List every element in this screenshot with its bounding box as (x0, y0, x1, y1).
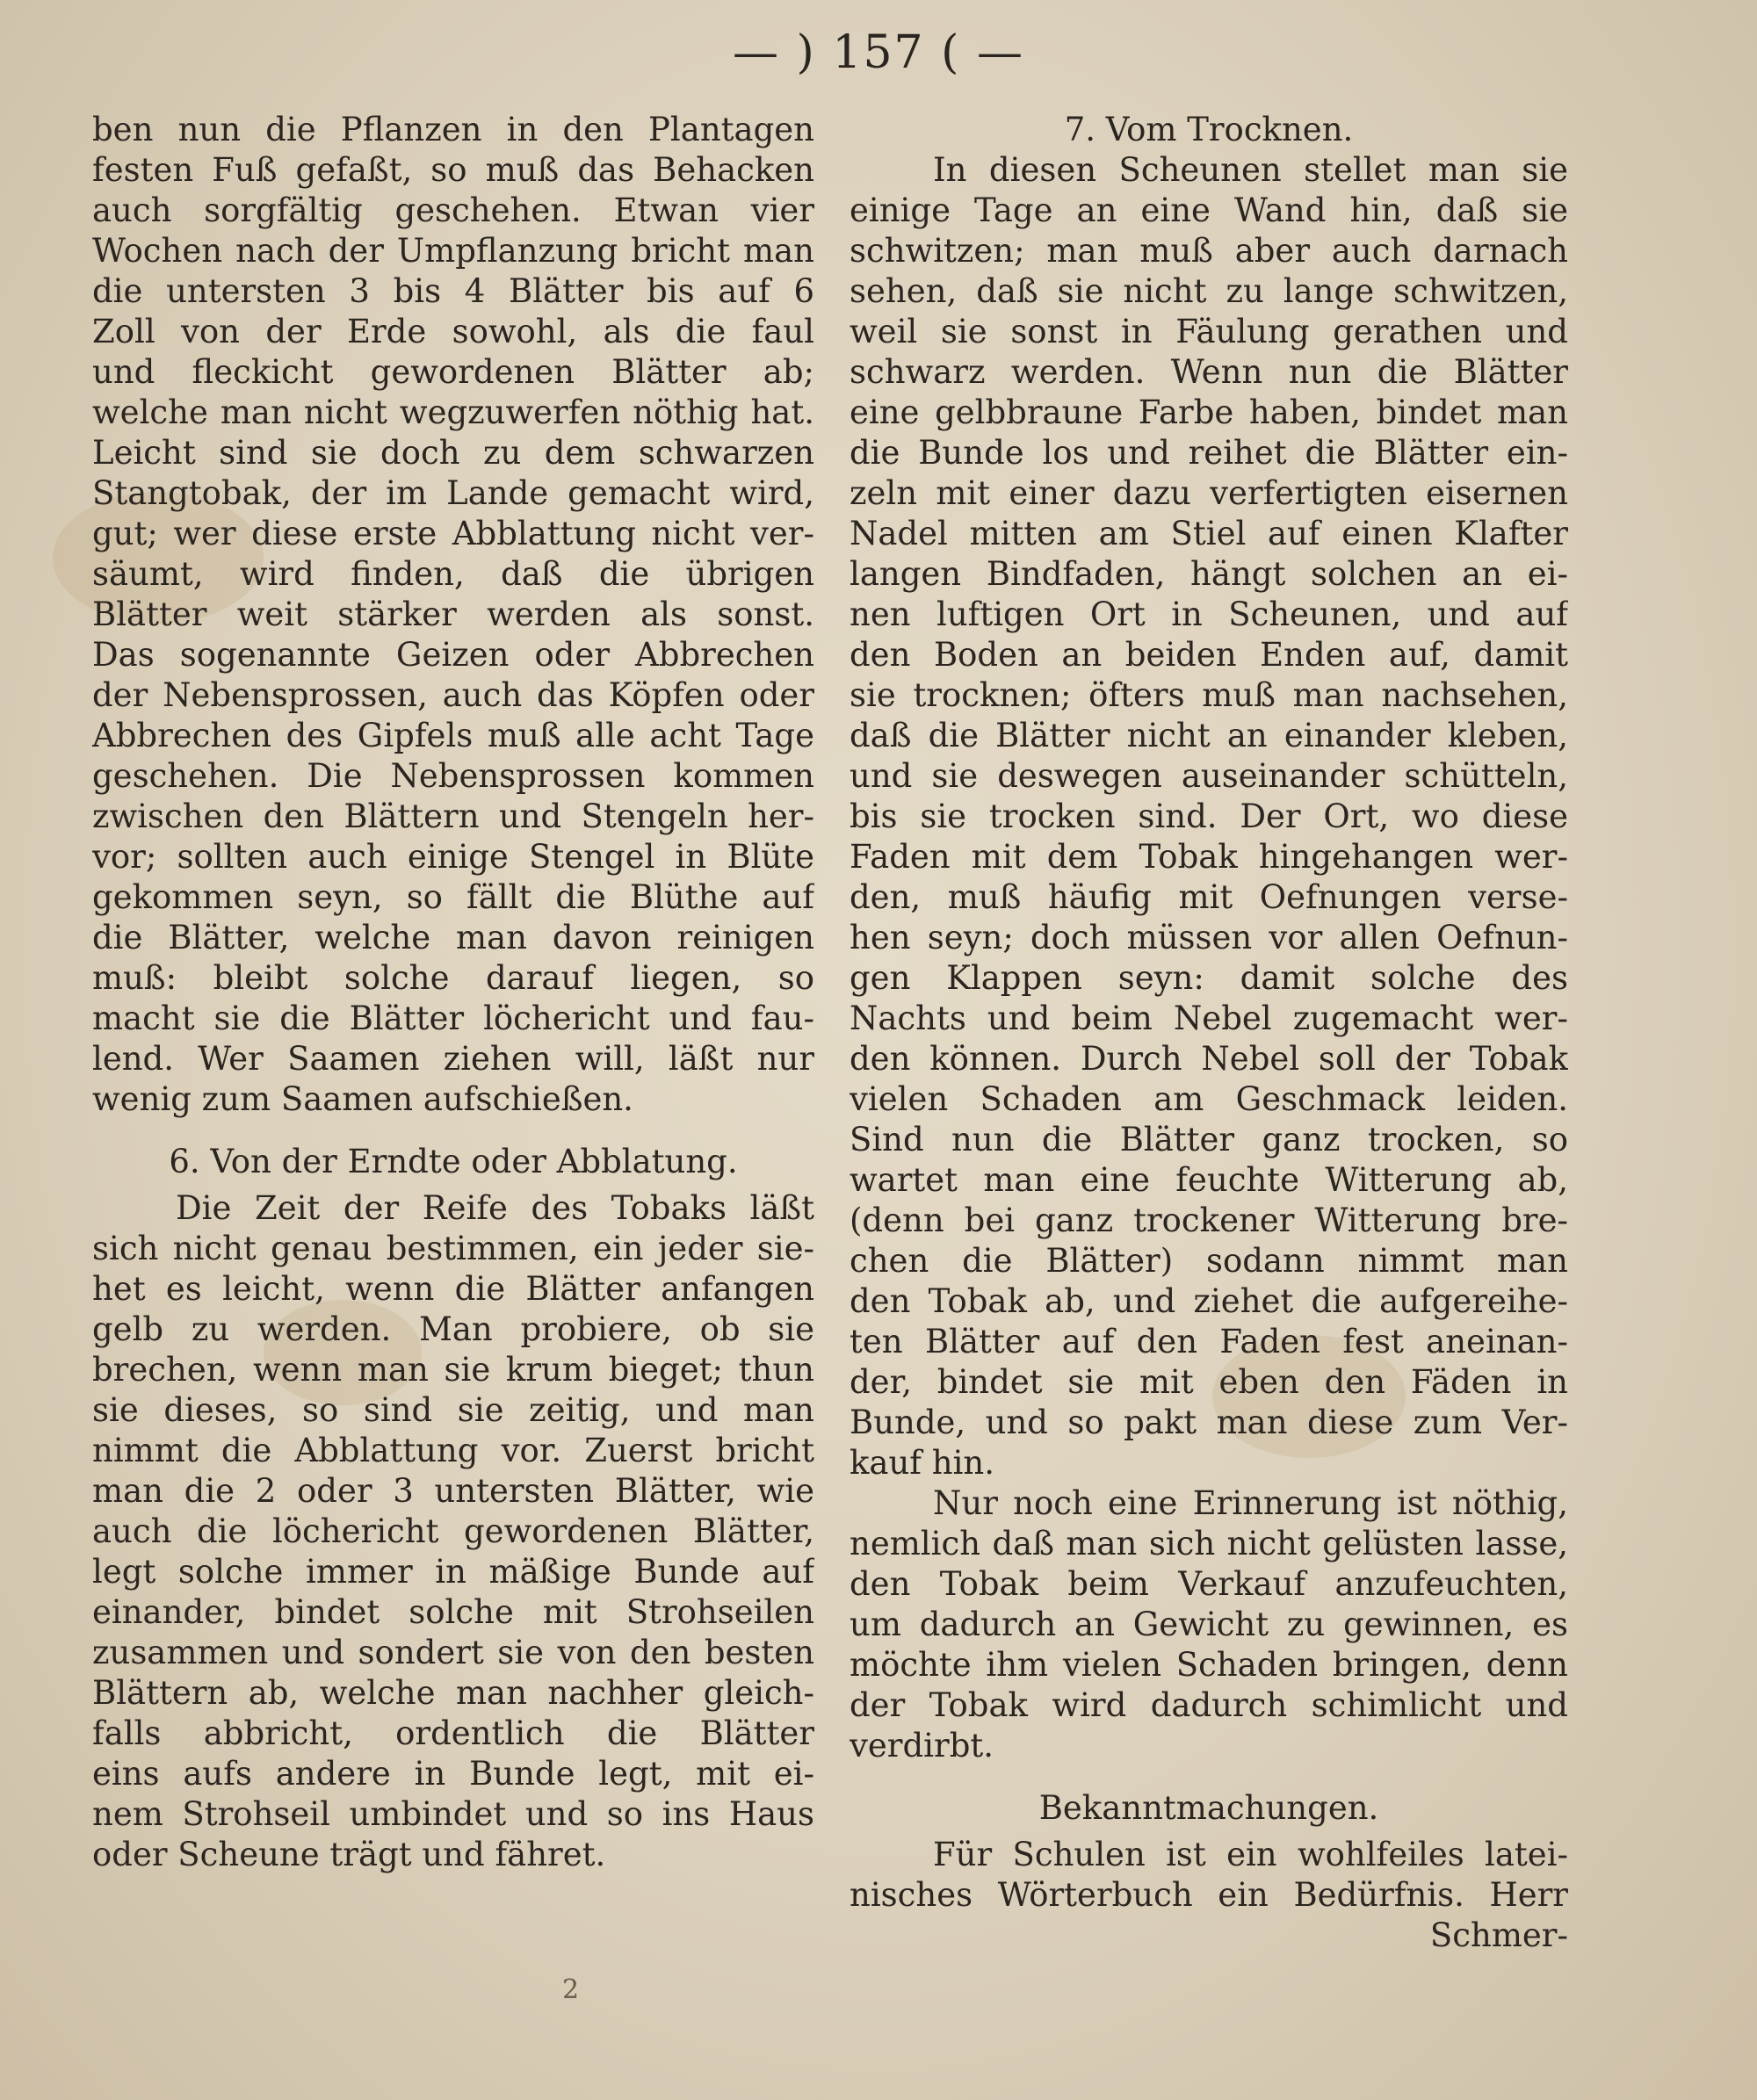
text-line: gelb zu werden. Man probiere, ob sie (92, 1310, 814, 1348)
text-line: schwitzen; man muß aber auch darnach (850, 232, 1568, 270)
text-line: man die 2 oder 3 untersten Blätter, wie (92, 1472, 814, 1510)
text-line: het es leicht, wenn die Blätter anfangen (92, 1270, 814, 1308)
section-heading-7: 7. Vom Trocknen. (1064, 111, 1354, 148)
text-line: geschehen. Die Nebensprossen kommen (92, 757, 814, 795)
text-line: Faden mit dem Tobak hingehangen wer- (850, 838, 1568, 876)
text-line: sie trocknen; öfters muß man nachsehen, (850, 676, 1568, 714)
text-line: verdirbt. (850, 1727, 994, 1764)
text-line: der, bindet sie mit eben den Fäden in (850, 1363, 1568, 1401)
left-paragraph-1 (92, 110, 814, 1120)
text-line: zusammen und sondert sie von den besten (92, 1634, 814, 1671)
text-line: den Tobak beim Verkauf anzufeuchten, (850, 1565, 1568, 1603)
text-line: den, muß häufig mit Oefnungen verse- (850, 878, 1568, 916)
text-line: legt solche immer in mäßige Bunde auf (92, 1553, 814, 1591)
text-line: einige Tage an eine Wand hin, daß sie (850, 191, 1568, 229)
text-line: die untersten 3 bis 4 Blätter bis auf 6 (92, 272, 814, 310)
text-line: die Blätter, welche man davon reinigen (92, 919, 814, 956)
right-paragraph-2 (850, 1483, 1568, 1766)
text-line: Zoll von der Erde sowohl, als die faul (92, 313, 814, 350)
text-line: Leicht sind sie doch zu dem schwarzen (92, 434, 814, 472)
text-line: hen seyn; doch müssen vor allen Oefnun- (850, 919, 1568, 956)
text-line: oder Scheune trägt und fähret. (92, 1836, 606, 1873)
text-line: nisches Wörterbuch ein Bedürfnis. Herr (850, 1876, 1568, 1914)
text-line: gekommen seyn, so fällt die Blüthe auf (92, 878, 814, 916)
text-line: auch die löchericht gewordenen Blätter, (92, 1512, 814, 1550)
text-line: zeln mit einer dazu verfertigten eisernen (850, 474, 1568, 512)
text-line: möchte ihm vielen Schaden bringen, denn (850, 1646, 1568, 1684)
text-line: auch sorgfältig geschehen. Etwan vier (92, 191, 814, 229)
right-paragraph-1 (850, 150, 1568, 1483)
text-line: schwarz werden. Wenn nun die Blätter (850, 353, 1568, 391)
text-line: vor; sollten auch einige Stengel in Blüte (92, 838, 814, 876)
text-line: eine gelbbraune Farbe haben, bindet man (850, 393, 1568, 431)
text-line: den können. Durch Nebel soll der Tobak (850, 1040, 1568, 1078)
text-line: Für Schulen ist ein wohlfeiles latei- (933, 1836, 1568, 1873)
text-line: Wochen nach der Umpflanzung bricht man (92, 232, 814, 270)
text-line: Die Zeit der Reife des Tobaks läßt (176, 1189, 814, 1227)
announcements-heading: Bekanntmachungen. (1038, 1789, 1379, 1827)
left-column (92, 110, 814, 1875)
text-line: macht sie die Blätter löchericht und fau- (92, 999, 814, 1037)
text-line: und fleckicht gewordenen Blätter ab; (92, 353, 814, 391)
text-line: Blättern ab, welche man nachher gleich- (92, 1674, 814, 1712)
text-line: ten Blätter auf den Faden fest aneinan- (850, 1323, 1568, 1360)
text-line: zwischen den Blättern und Stengeln her- (92, 797, 814, 835)
text-line: Nur noch eine Erinnerung ist nöthig, (933, 1484, 1568, 1522)
text-line: In diesen Scheunen stellet man sie (933, 151, 1568, 189)
text-line: Blätter weit stärker werden als sonst. (92, 595, 814, 633)
text-line: den Tobak ab, und ziehet die aufgereihe- (850, 1282, 1568, 1320)
text-line: einander, bindet solche mit Strohseilen (92, 1593, 814, 1631)
text-line: vielen Schaden am Geschmack leiden. (850, 1080, 1568, 1118)
left-paragraph-2 (92, 1188, 814, 1875)
text-line: festen Fuß gefaßt, so muß das Behacken (92, 151, 814, 189)
text-line: nen luftigen Ort in Scheunen, und auf (850, 595, 1568, 633)
text-line: nemlich daß man sich nicht gelüsten lasse, (850, 1525, 1568, 1562)
text-line: säumt, wird finden, daß die übrigen (92, 555, 814, 593)
right-paragraph-3 (850, 1835, 1568, 1956)
text-line: falls abbricht, ordentlich die Blätter (92, 1714, 814, 1752)
signature-mark: 2 (562, 1974, 580, 2005)
text-line: den Boden an beiden Enden auf, damit (850, 636, 1568, 674)
text-line: die Bunde los und reihet die Blätter ein- (850, 434, 1568, 472)
text-line: gen Klappen seyn: damit solche des (850, 959, 1568, 997)
text-line: sehen, daß sie nicht zu lange schwitzen, (850, 272, 1568, 310)
text-line: sich nicht genau bestimmen, ein jeder sie- (92, 1230, 814, 1267)
text-line: ben nun die Pflanzen in den Plantagen (92, 111, 814, 148)
text-line: um dadurch an Gewicht zu gewinnen, es (850, 1606, 1568, 1643)
text-line: Stangtobak, der im Lande gemacht wird, (92, 474, 814, 512)
text-line: langen Bindfaden, hängt solchen an ei- (850, 555, 1568, 593)
text-line: brechen, wenn man sie krum bieget; thun (92, 1351, 814, 1389)
text-line: lend. Wer Saamen ziehen will, läßt nur (92, 1040, 814, 1078)
text-line: nimmt die Abblattung vor. Zuerst bricht (92, 1432, 814, 1469)
text-line: sie dieses, so sind sie zeitig, und man (92, 1391, 814, 1429)
text-line: gut; wer diese erste Abblattung nicht ver- (92, 515, 814, 552)
text-line: bis sie trocken sind. Der Ort, wo diese (850, 797, 1568, 835)
text-line: muß: bleibt solche darauf liegen, so (92, 959, 814, 997)
text-line: Bunde, und so pakt man diese zum Ver- (850, 1404, 1568, 1441)
text-line: Sind nun die Blätter ganz trocken, so (850, 1121, 1568, 1158)
text-line: daß die Blätter nicht an einander kleben, (850, 717, 1568, 754)
text-line: Abbrechen des Gipfels muß alle acht Tage (92, 717, 814, 754)
text-line: der Tobak wird dadurch schimlicht und (850, 1686, 1568, 1724)
page-header: — ) 157 ( — (733, 26, 1024, 79)
text-line: chen die Blätter) sodann nimmt man (850, 1242, 1568, 1280)
text-line: eins aufs andere in Bunde legt, mit ei- (92, 1755, 814, 1793)
text-line: Nadel mitten am Stiel auf einen Klafter (850, 515, 1568, 552)
right-column (850, 110, 1568, 1956)
text-line: Nachts und beim Nebel zugemacht wer- (850, 999, 1568, 1037)
section-heading-6: 6. Von der Erndte oder Abblatung. (169, 1143, 738, 1180)
text-line: Schmer- (1429, 1916, 1568, 1954)
text-line: und sie deswegen auseinander schütteln, (850, 757, 1568, 795)
text-line: Das sogenannte Geizen oder Abbrechen (92, 636, 814, 674)
text-line: der Nebensprossen, auch das Köpfen oder (92, 676, 814, 714)
text-line: kauf hin. (850, 1444, 995, 1482)
text-line: wartet man eine feuchte Witterung ab, (850, 1161, 1568, 1199)
text-line: welche man nicht wegzuwerfen nöthig hat. (92, 393, 814, 431)
text-line: weil sie sonst in Fäulung gerathen und (850, 313, 1568, 350)
text-line: wenig zum Saamen aufschießen. (92, 1080, 633, 1118)
text-line: (denn bei ganz trockener Witterung bre- (850, 1202, 1568, 1239)
text-line: nem Strohseil umbindet und so ins Haus (92, 1795, 814, 1833)
